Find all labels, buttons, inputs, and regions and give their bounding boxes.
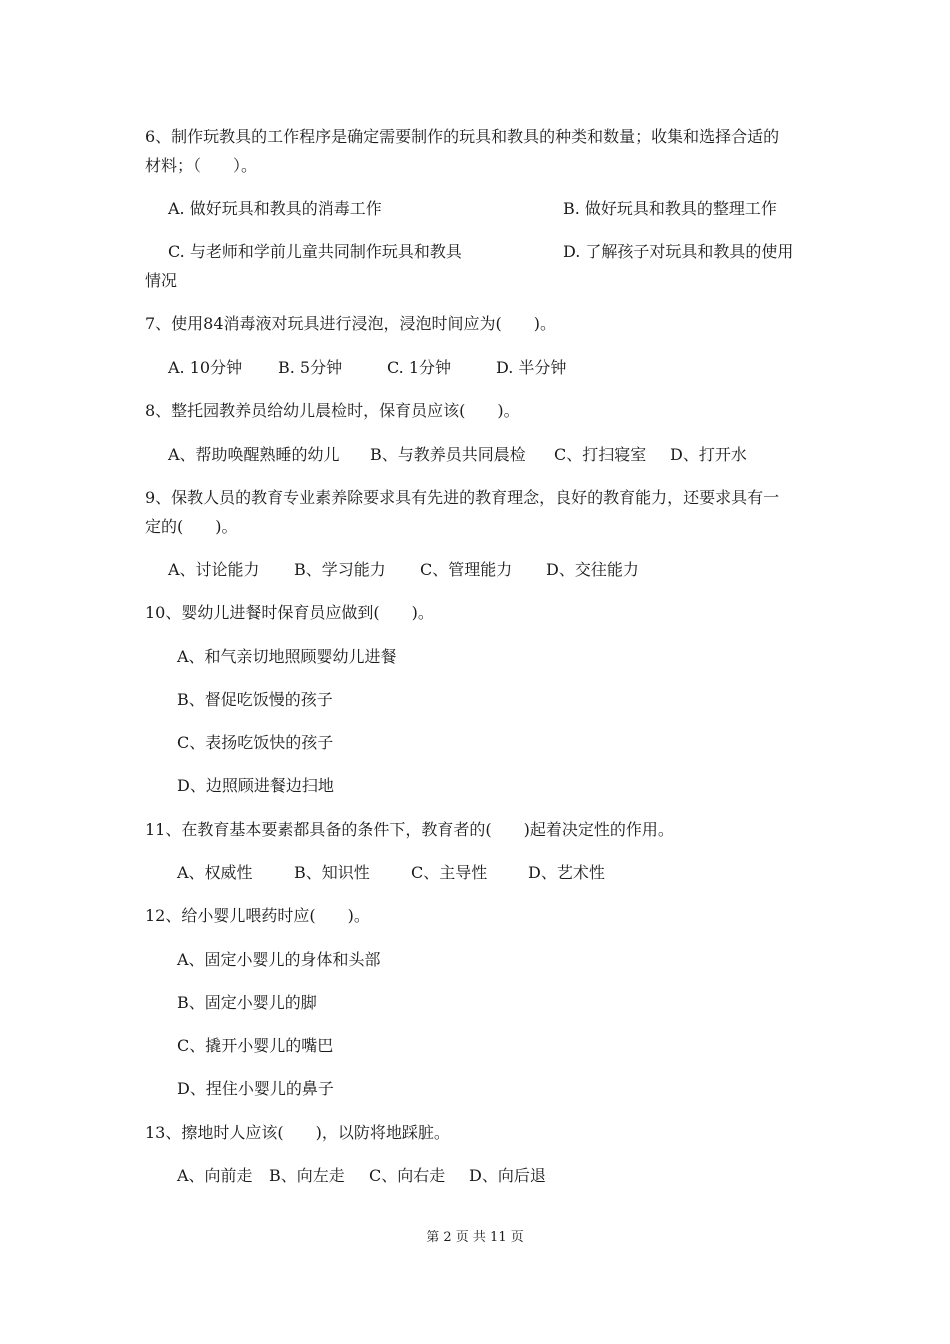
q10-option-d: D、边照顾进餐边扫地	[177, 776, 334, 795]
q12-option-b: B、固定小婴儿的脚	[177, 993, 317, 1012]
q11-stem: 11、在教育基本要素都具备的条件下，教育者的( )起着决定性的作用。	[145, 820, 674, 839]
q11-option-d: D、艺术性	[528, 863, 605, 882]
q13-option-d: D、向后退	[469, 1166, 546, 1185]
q6-option-d: D. 了解孩子对玩具和教具的使用	[563, 242, 794, 261]
q12-option-a: A、固定小婴儿的身体和头部	[177, 950, 381, 969]
q12-option-c: C、撬开小婴儿的嘴巴	[177, 1036, 334, 1055]
q6-option-c: C. 与老师和学前儿童共同制作玩具和教具	[168, 242, 462, 261]
q6-stem-line2: 材料；（ ）。	[145, 156, 258, 175]
q12-stem: 12、给小婴儿喂药时应( )。	[145, 906, 370, 925]
q6-stem-line1: 6、制作玩教具的工作程序是确定需要制作的玩具和教具的种类和数量；收集和选择合适的	[145, 127, 780, 146]
q9-option-a: A、讨论能力	[168, 560, 260, 579]
q8-option-a: A、帮助唤醒熟睡的幼儿	[168, 445, 340, 464]
q6-option-b: B. 做好玩具和教具的整理工作	[563, 199, 777, 218]
q10-option-c: C、表扬吃饭快的孩子	[177, 733, 334, 752]
q7-option-a: A. 10分钟	[168, 358, 243, 377]
q7-option-c: C. 1分钟	[387, 358, 452, 377]
q13-option-b: B、向左走	[269, 1166, 345, 1185]
page-number-footer: 第 2 页 共 11 页	[426, 1230, 524, 1245]
q8-option-d: D、打开水	[670, 445, 747, 464]
q7-stem: 7、使用84消毒液对玩具进行浸泡，浸泡时间应为( )。	[145, 314, 557, 333]
q9-option-b: B、学习能力	[294, 560, 386, 579]
q7-options	[168, 357, 566, 379]
q6-option-d-cont: 情况	[145, 271, 178, 290]
q12-option-d: D、捏住小婴儿的鼻子	[177, 1079, 334, 1098]
q8-option-c: C、打扫寝室	[554, 445, 647, 464]
q8-option-b: B、与教养员共同晨检	[370, 445, 526, 464]
q10-option-a: A、和气亲切地照顾婴幼儿进餐	[177, 647, 397, 666]
q9-options	[168, 559, 639, 581]
q10-stem: 10、婴幼儿进餐时保育员应做到( )。	[145, 603, 434, 622]
q11-option-a: A、权威性	[177, 863, 253, 882]
q9-stem-line2: 定的( )。	[145, 517, 238, 536]
q8-options	[168, 444, 747, 466]
q13-option-c: C、向右走	[369, 1166, 446, 1185]
q11-options	[177, 862, 605, 884]
q8-stem: 8、整托园教养员给幼儿晨检时，保育员应该( )。	[145, 401, 520, 420]
q7-option-b: B. 5分钟	[278, 358, 343, 377]
q7-option-d: D. 半分钟	[496, 358, 567, 377]
q9-option-d: D、交往能力	[546, 560, 639, 579]
q13-option-a: A、向前走	[177, 1166, 253, 1185]
q13-options	[177, 1165, 546, 1187]
q10-option-b: B、督促吃饭慢的孩子	[177, 690, 333, 709]
q9-stem-line1: 9、保教人员的教育专业素养除要求具有先进的教育理念，良好的教育能力，还要求具有一	[145, 488, 780, 507]
q13-stem: 13、擦地时人应该( )，以防将地踩脏。	[145, 1123, 450, 1142]
q11-option-b: B、知识性	[294, 863, 370, 882]
q6-option-a: A. 做好玩具和教具的消毒工作	[168, 199, 382, 218]
q9-option-c: C、管理能力	[420, 560, 513, 579]
q11-option-c: C、主导性	[411, 863, 488, 882]
